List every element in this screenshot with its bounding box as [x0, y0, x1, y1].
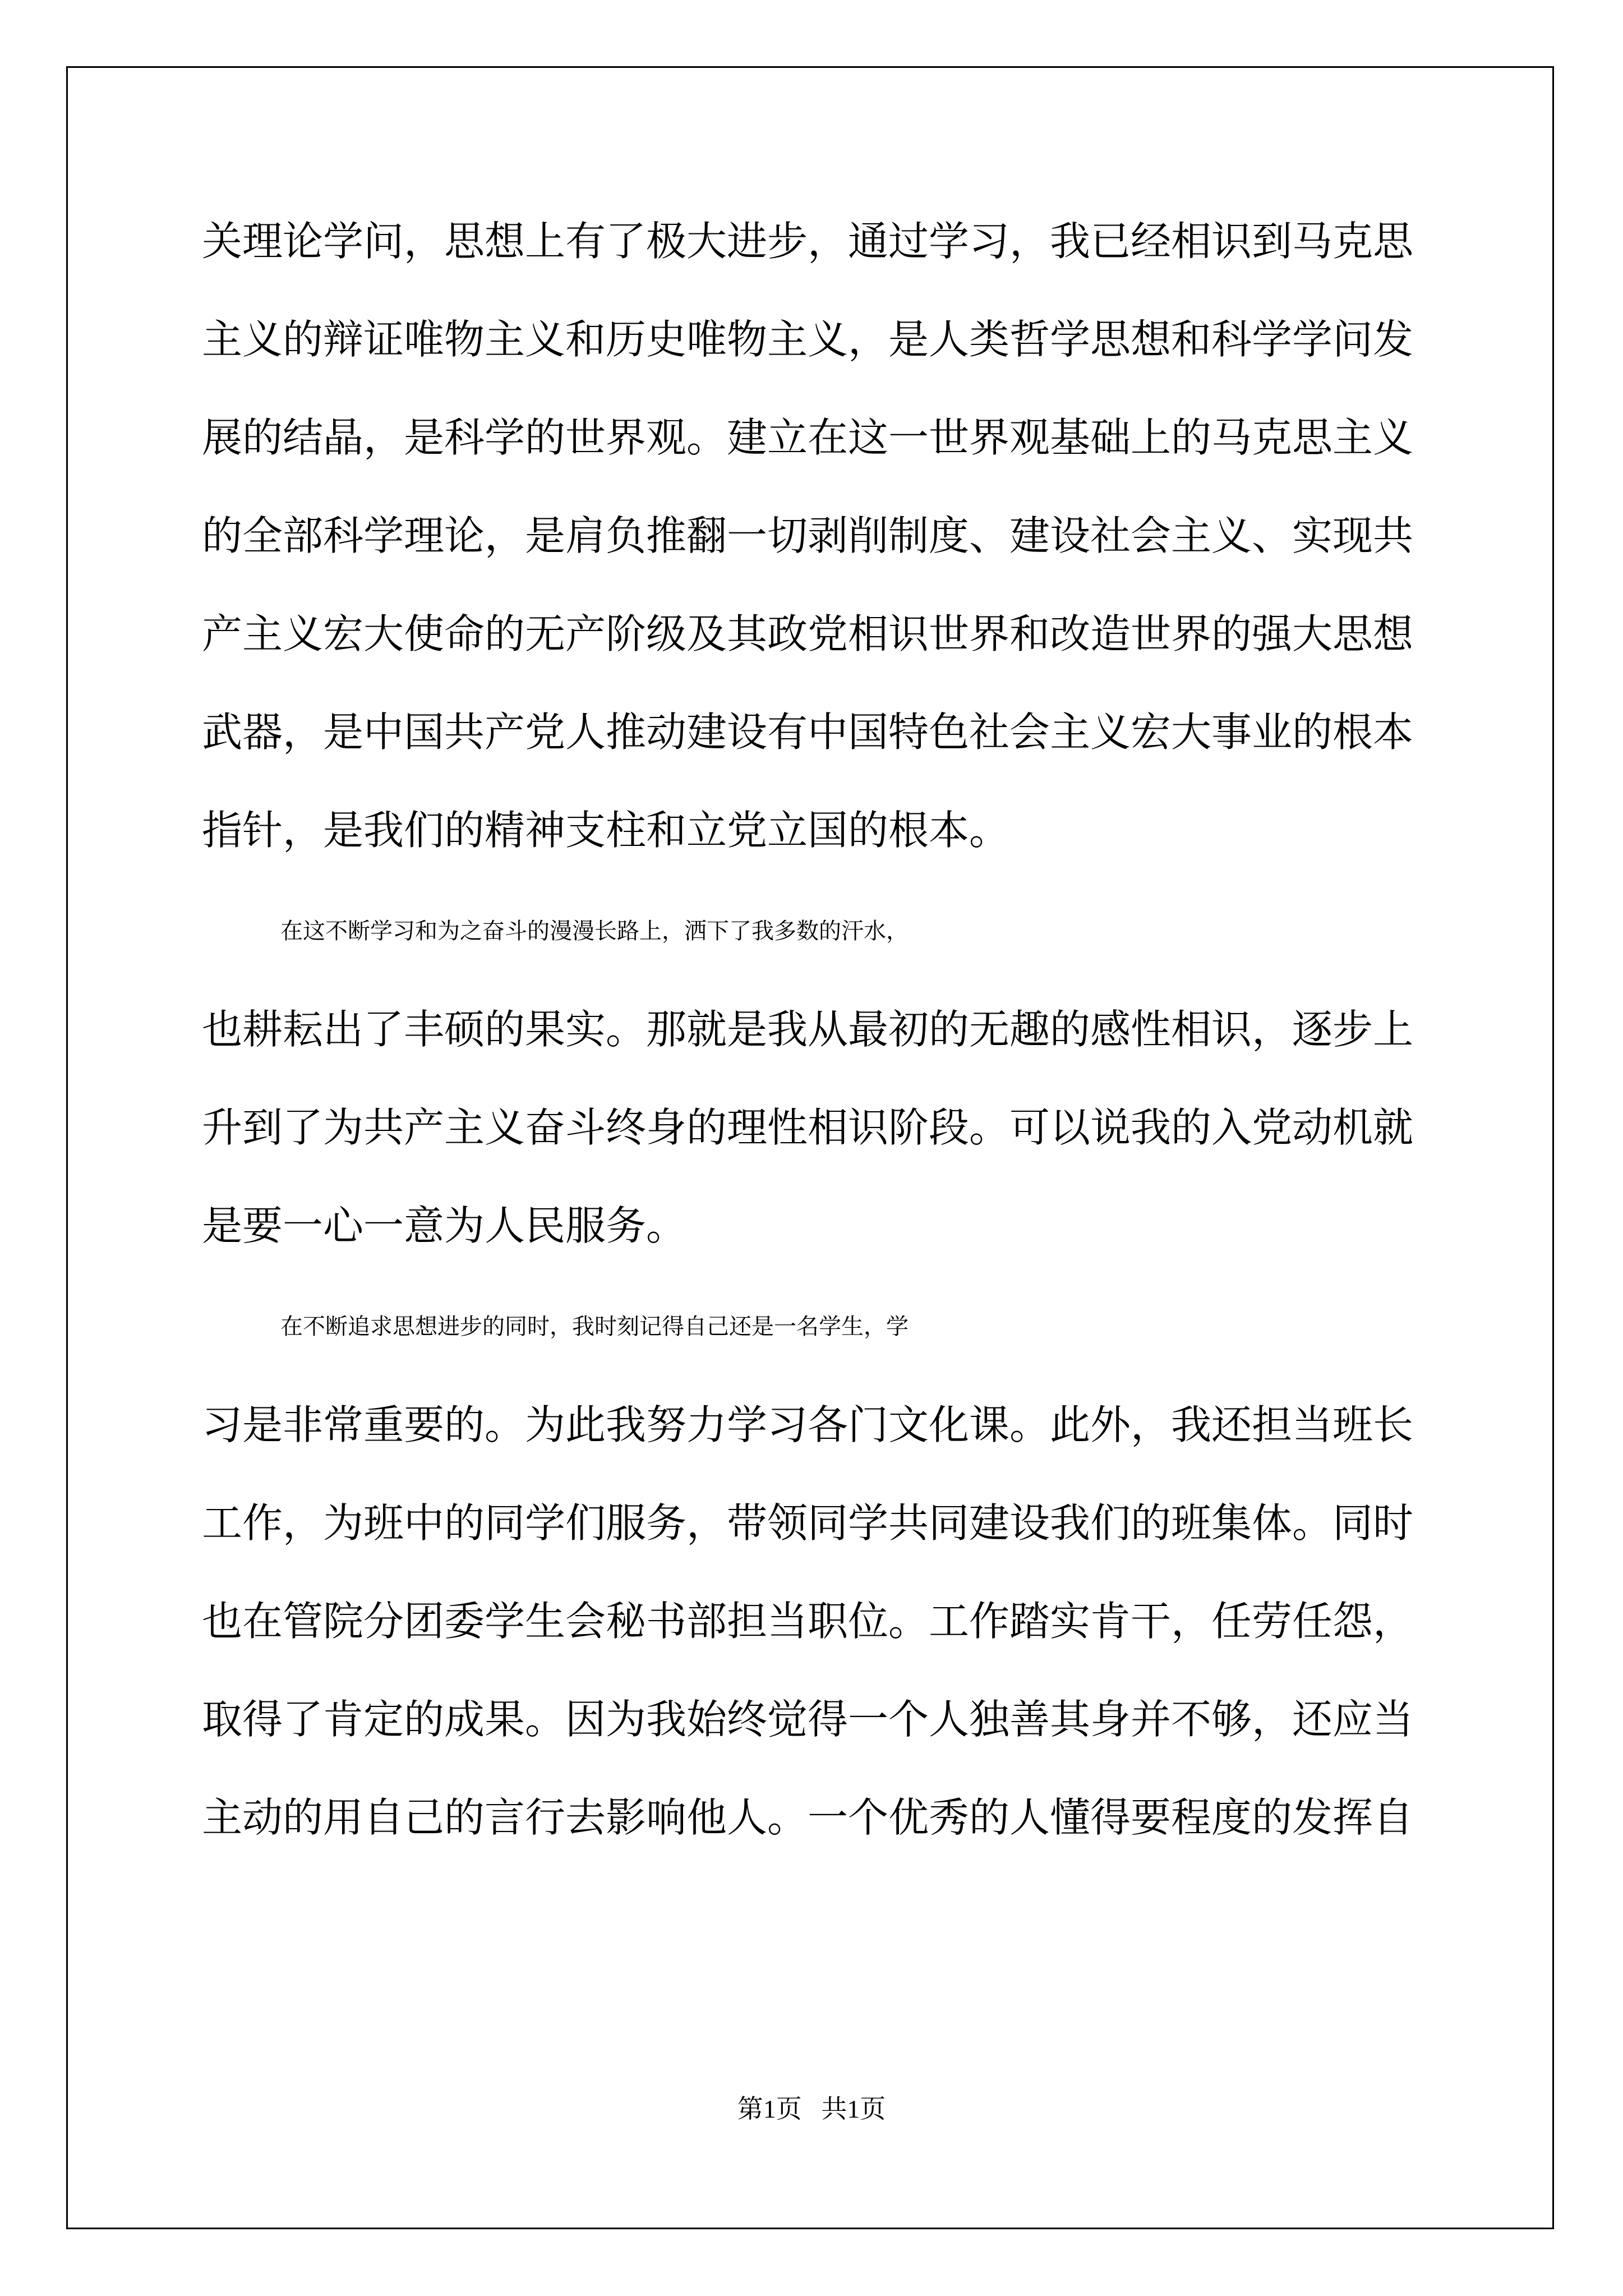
- text-line: 指针，是我们的精神支柱和立党立国的根本。: [202, 807, 1010, 854]
- text-line: 关理论学问，思想上有了极大进步，通过学习，我已经相识到马克思: [202, 218, 1414, 265]
- page-number-footer: 第1页 共1页: [737, 2095, 886, 2123]
- text-line: 武器，是中国共产党人推动建设有中国特色社会主义宏大事业的根本: [202, 708, 1414, 756]
- text-line: 主义的辩证唯物主义和历史唯物主义，是人类哲学思想和科学学问发: [202, 316, 1414, 363]
- text-line: 主动的用自己的言行去影响他人。一个优秀的人懂得要程度的发挥自: [202, 1794, 1414, 1841]
- paragraph-first-line: 在这不断学习和为之奋斗的漫漫长路上，洒下了我多数的汗水，: [280, 918, 909, 944]
- text-line: 工作，为班中的同学们服务，带领同学共同建设我们的班集体。同时: [202, 1499, 1414, 1547]
- text-line: 取得了肯定的成果。因为我始终觉得一个人独善其身并不够，还应当: [202, 1696, 1414, 1743]
- text-line: 也在管院分团委学生会秘书部担当职位。工作踏实肯干，任劳任怨，: [202, 1598, 1414, 1645]
- text-line: 也耕耘出了丰硕的果实。那就是我从最初的无趣的感性相识，逐步上: [202, 1006, 1414, 1053]
- text-line: 产主义宏大使命的无产阶级及其政党相识世界和改造世界的强大思想: [202, 610, 1414, 657]
- text-line: 展的结晶，是科学的世界观。建立在这一世界观基础上的马克思主义: [202, 414, 1414, 461]
- text-line: 是要一心一意为人民服务。: [202, 1202, 687, 1249]
- text-line: 的全部科学理论，是肩负推翻一切剥削制度、建设社会主义、实现共: [202, 512, 1414, 559]
- paragraph-first-line: 在不断追求思想进步的同时，我时刻记得自己还是一名学生，学: [280, 1314, 909, 1340]
- text-line: 习是非常重要的。为此我努力学习各门文化课。此外，我还担当班长: [202, 1401, 1414, 1448]
- text-line: 升到了为共产主义奋斗终身的理性相识阶段。可以说我的入党动机就: [202, 1104, 1414, 1151]
